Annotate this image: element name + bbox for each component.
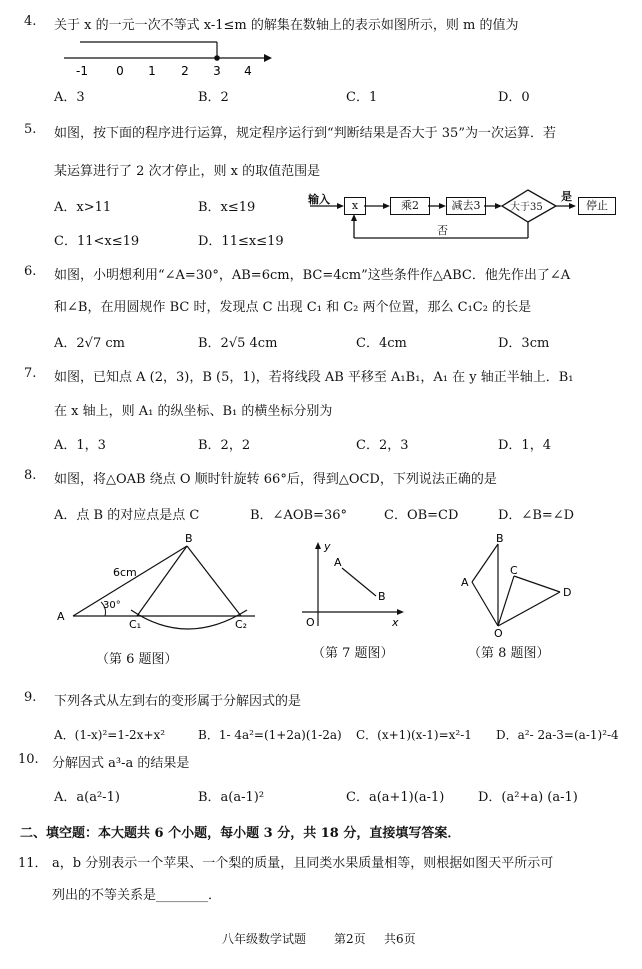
flow-multiply-box: 乘2: [390, 197, 430, 215]
label-b: B: [496, 534, 504, 545]
option-d[interactable]: D．∠B=∠D: [498, 508, 575, 523]
option-a[interactable]: A．a(a²-1): [54, 790, 120, 805]
question-stem-line-1: 如图，小明想利用“∠A=30°，AB=6cm，BC=4cm”这些条件作△ABC．他先作出了∠A: [54, 268, 571, 283]
option-b[interactable]: B．∠AOB=36°: [250, 508, 347, 523]
flow-subtract-box: 减去3: [446, 197, 486, 215]
question-stem-line-1: a，b 分别表示一个苹果、一个梨的质量，且同类水果质量相等，则根据如图天平所示可: [52, 856, 554, 871]
option-d[interactable]: D．0: [498, 90, 530, 105]
question-number: 10.: [18, 752, 39, 767]
option-c[interactable]: C．4cm: [356, 336, 407, 351]
figure-8: [452, 534, 592, 638]
question-stem-line-1: 如图，按下面的程序进行运算，规定程序运行到“判断结果是否大于 35”为一次运算．若: [54, 126, 556, 141]
option-a[interactable]: A．(1-x)²=1-2x+x²: [54, 728, 166, 742]
question-stem: 关于 x 的一元一次不等式 x-1≤m 的解集在数轴上的表示如图所示，则 m 的值为: [54, 18, 519, 33]
flow-stop-box: 停止: [578, 197, 616, 215]
footer-page-number: 第2页: [334, 932, 366, 946]
option-a[interactable]: A．2√7 cm: [54, 336, 125, 351]
flow-compare-label: 大于35: [510, 202, 543, 213]
question-number: 8.: [24, 468, 37, 483]
question-stem: 分解因式 a³-a 的结果是: [52, 756, 190, 771]
label-a: A: [334, 556, 342, 569]
tick-label: 4: [244, 64, 252, 78]
option-c[interactable]: C．OB=CD: [384, 508, 459, 523]
option-c[interactable]: C．(x+1)(x-1)=x²-1: [356, 728, 472, 742]
question-number: 7.: [24, 366, 37, 381]
question-number: 4.: [24, 14, 37, 29]
question-stem-line-2: 在 x 轴上，则 A₁ 的纵坐标、B₁ 的横坐标分别为: [54, 404, 333, 419]
label-c2: C₂: [235, 618, 248, 631]
label-b: B: [185, 532, 193, 545]
label-length: 6cm: [113, 566, 137, 579]
figure-7-caption: （第 7 题图）: [312, 646, 394, 661]
option-a[interactable]: A．x>11: [54, 200, 112, 215]
axis-label-x: x: [392, 616, 399, 629]
option-c[interactable]: C．2，3: [356, 438, 409, 453]
label-b: B: [378, 590, 386, 603]
option-c[interactable]: C．1: [346, 90, 378, 105]
option-d[interactable]: D．1，4: [498, 438, 551, 453]
question-stem: 如图，将△OAB 绕点 O 顺时针旋转 66°后，得到△OCD，下列说法正确的是: [54, 472, 497, 487]
figure-7: [296, 538, 406, 634]
option-b[interactable]: B．2: [198, 90, 229, 105]
tick-label: 0: [116, 64, 124, 78]
option-d[interactable]: D．3cm: [498, 336, 550, 351]
option-b[interactable]: B．2，2: [198, 438, 251, 453]
axis-label-y: y: [324, 540, 331, 553]
tick-label: -1: [76, 64, 88, 78]
question-stem-line-2: 列出的不等关系是________．: [52, 888, 222, 903]
option-c[interactable]: C．11<x≤19: [54, 234, 140, 249]
figure-8-caption: （第 8 题图）: [468, 646, 550, 661]
figure-6-caption: （第 6 题图）: [96, 652, 178, 667]
question-number: 9.: [24, 690, 37, 705]
flowchart-arrows: [300, 186, 640, 246]
question-number: 11．: [18, 856, 48, 871]
label-a: A: [461, 576, 469, 589]
flow-input-label: 输入: [308, 193, 330, 206]
footer-total-pages: 共6页: [384, 932, 416, 946]
tick-label: 2: [181, 64, 189, 78]
number-line-figure: [60, 38, 280, 84]
option-d[interactable]: D．a²- 2a-3=(a-1)²-4: [496, 728, 619, 742]
option-a[interactable]: A．1，3: [54, 438, 106, 453]
label-c1: C₁: [129, 618, 142, 631]
question-number: 6.: [24, 264, 37, 279]
option-d[interactable]: D．(a²+a) (a-1): [478, 790, 578, 805]
section-heading: 二、填空题：本大题共 6 个小题，每小题 3 分，共 18 分，直接填写答案．: [20, 826, 461, 841]
label-d: D: [563, 586, 572, 599]
question-number: 5.: [24, 122, 37, 137]
option-b[interactable]: B．x≤19: [198, 200, 256, 215]
label-c: C: [510, 564, 518, 577]
question-stem: 下列各式从左到右的变形属于分解因式的是: [54, 694, 302, 709]
option-a[interactable]: A．点 B 的对应点是点 C: [54, 508, 200, 523]
flow-yes-label: 是: [561, 190, 572, 203]
label-origin: O: [306, 616, 315, 629]
footer-subject: 八年级数学试题: [222, 932, 307, 946]
option-c[interactable]: C．a(a+1)(a-1): [346, 790, 445, 805]
flow-no-label: 否: [437, 224, 448, 237]
option-b[interactable]: B．1- 4a²=(1+2a)(1-2a): [198, 728, 342, 742]
option-b[interactable]: B．a(a-1)²: [198, 790, 265, 805]
flow-x-box: x: [344, 197, 366, 215]
label-angle: 30°: [103, 600, 121, 611]
option-b[interactable]: B．2√5 4cm: [198, 336, 278, 351]
tick-label: 3: [213, 64, 221, 78]
option-a[interactable]: A．3: [54, 90, 85, 105]
figure-6: [55, 532, 275, 642]
question-stem-line-2: 和∠B，在用圆规作 BC 时，发现点 C 出现 C₁ 和 C₂ 两个位置，那么 C₁C₂ 的长是: [54, 300, 532, 315]
label-o: O: [494, 627, 503, 638]
axis-tick-labels: [76, 64, 252, 78]
tick-label: 1: [148, 64, 156, 78]
question-stem-line-2: 某运算进行了 2 次才停止，则 x 的取值范围是: [54, 164, 321, 179]
question-stem-line-1: 如图，已知点 A (2，3)，B (5，1)，若将线段 AB 平移至 A₁B₁，A₁ 在 y 轴正半轴上．B₁: [54, 370, 574, 385]
option-d[interactable]: D．11≤x≤19: [198, 234, 284, 249]
label-a: A: [57, 610, 65, 623]
